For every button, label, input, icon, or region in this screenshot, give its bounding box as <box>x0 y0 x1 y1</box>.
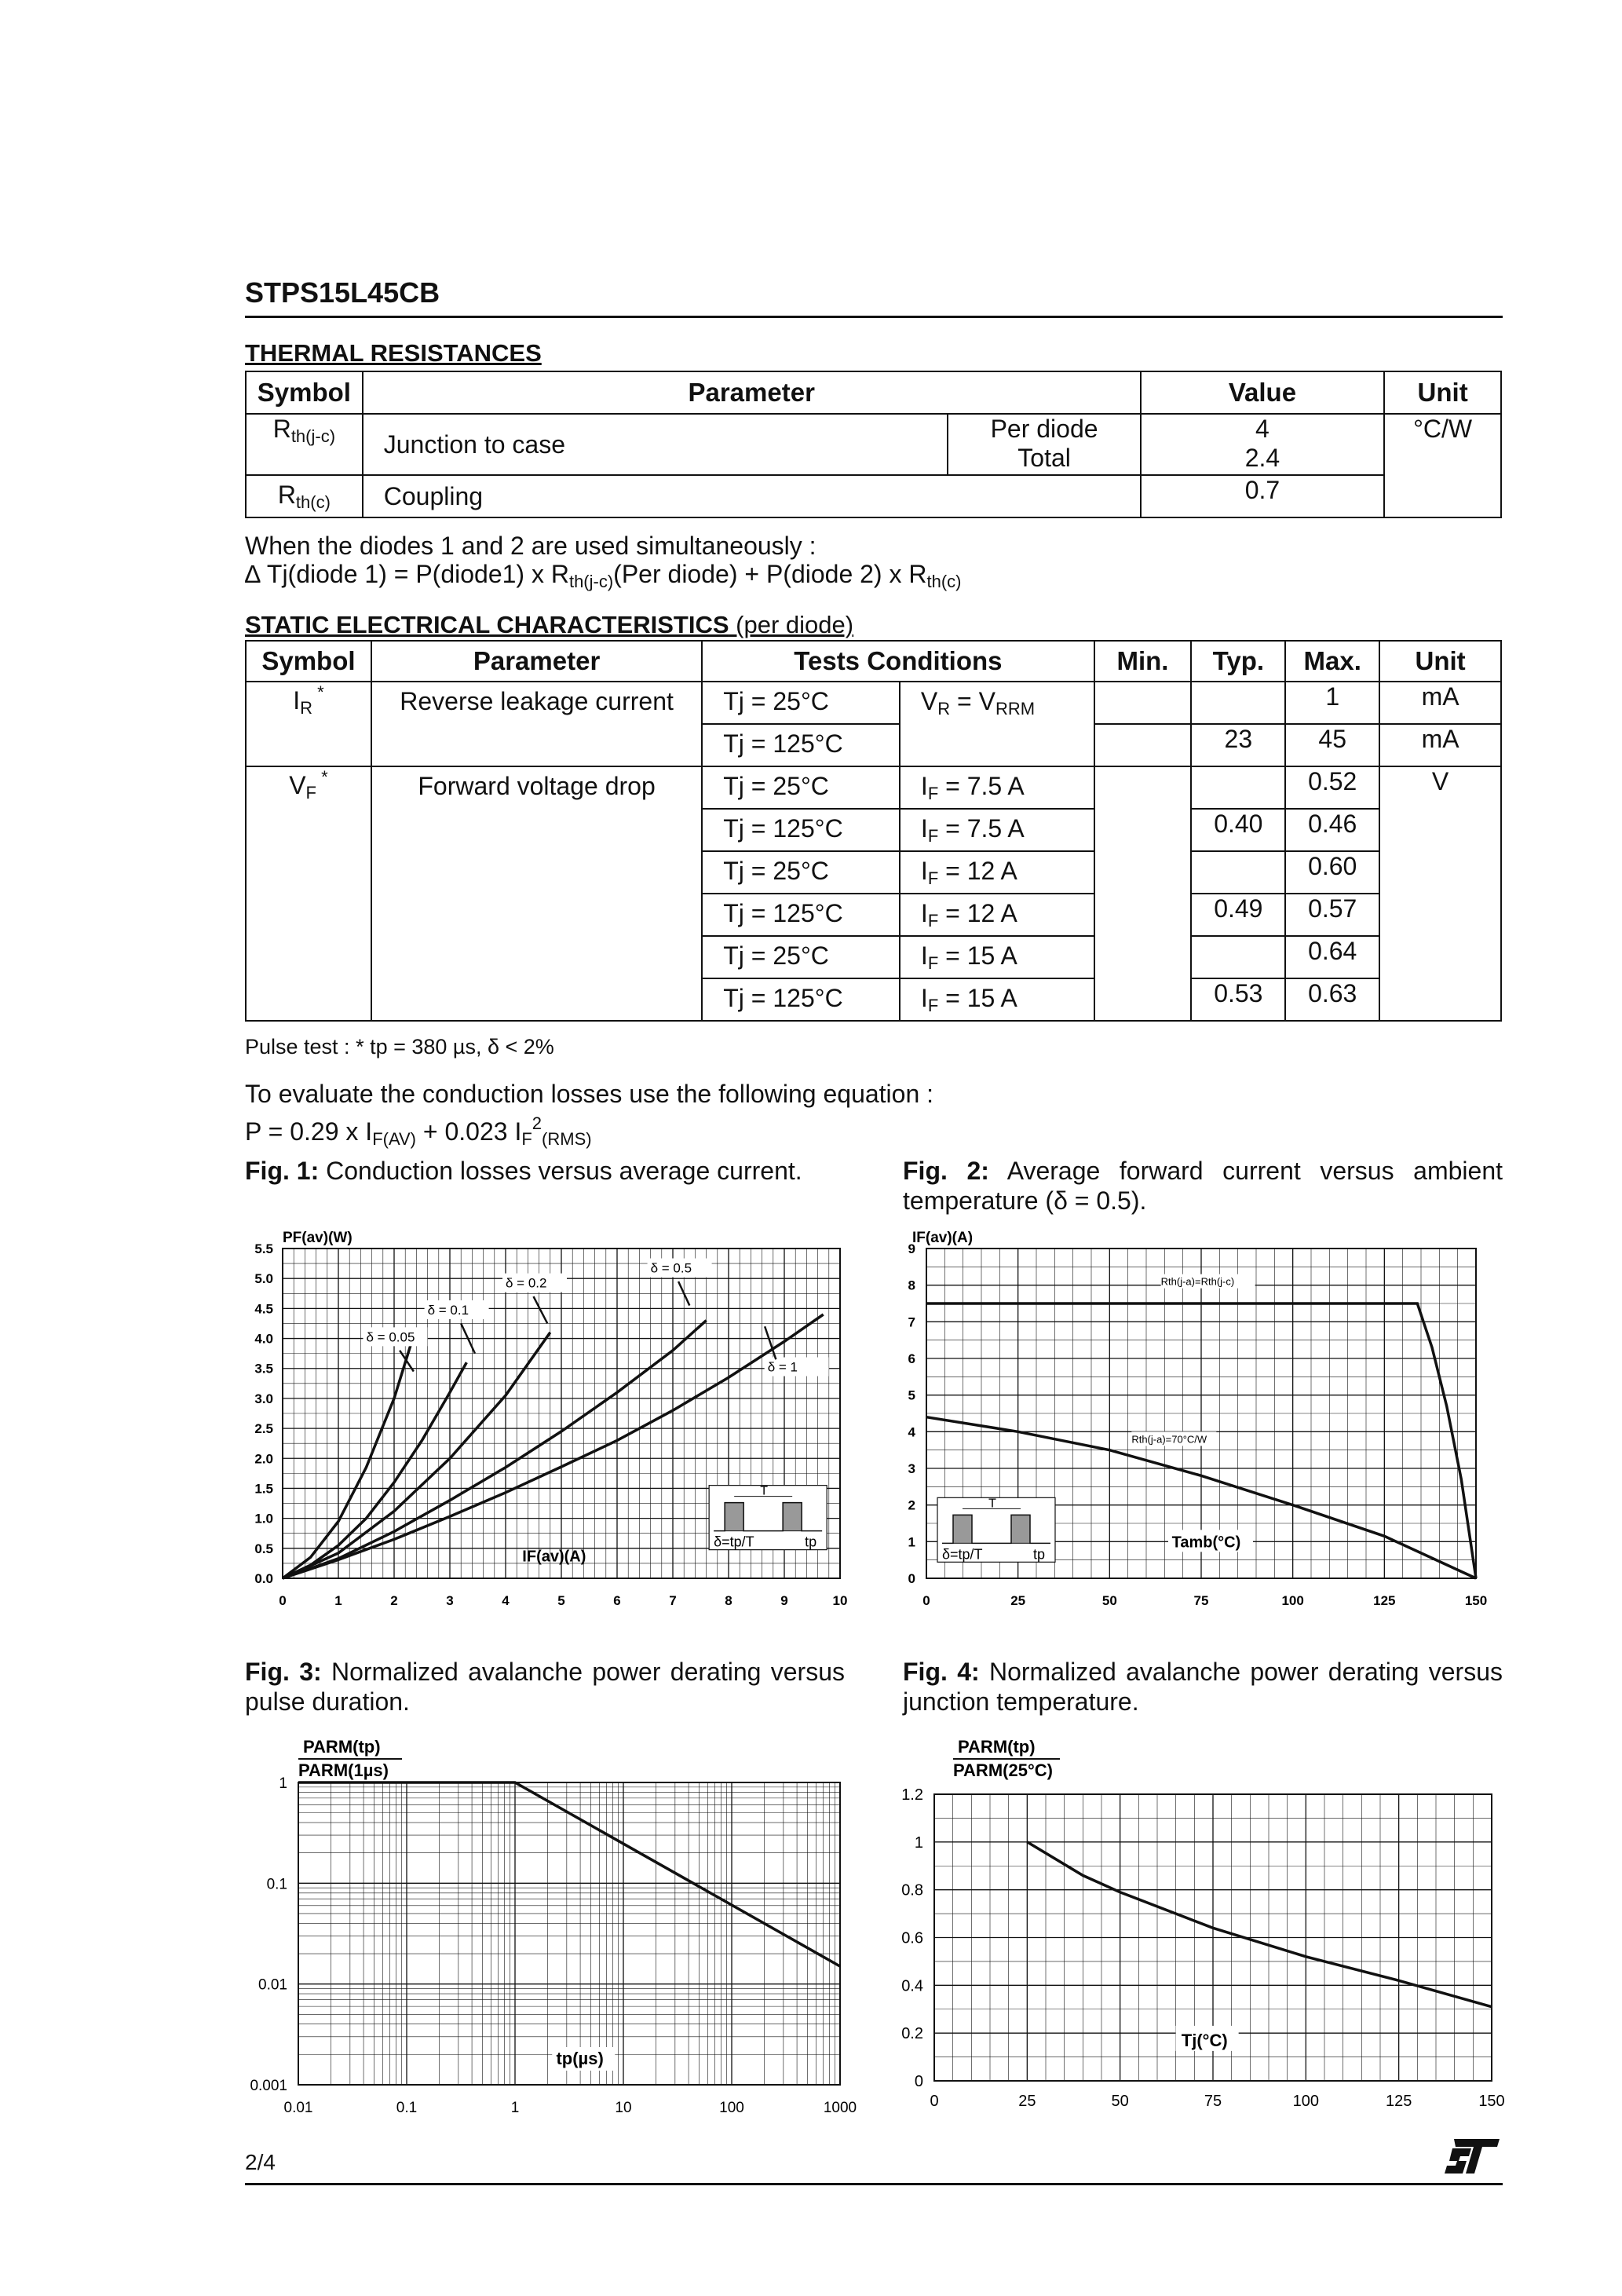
thermal-section-title: THERMAL RESISTANCES <box>245 339 542 367</box>
typ-cell: 0.49 <box>1191 894 1285 936</box>
max-cell: 45 <box>1285 724 1379 766</box>
fig1-caption: Fig. 1: Conduction losses versus average current. <box>245 1157 802 1185</box>
static-table <box>245 640 1502 1022</box>
y-tick-label: 0.1 <box>266 1876 287 1893</box>
series-label: δ = 0.1 <box>427 1303 469 1318</box>
table-row <box>246 475 1501 517</box>
x-tick-label: 25 <box>1018 2093 1036 2110</box>
fig2-caption: Fig. 2: Average forward current versus ambient temperature (δ = 0.5). <box>903 1157 1503 1215</box>
y-axis-label-numerator: PARM(tp) <box>303 1737 381 1757</box>
st-logo-icon <box>1443 2137 1501 2175</box>
tj-cell: Tj = 25°C <box>702 682 900 724</box>
y-tick-label: 0.2 <box>901 2025 923 2043</box>
x-tick-label: 3 <box>446 1593 454 1608</box>
x-tick-label: 50 <box>1111 2093 1129 2110</box>
condition-cell: Per diode Total <box>948 414 1140 475</box>
tj-cell: Tj = 125°C <box>702 724 900 766</box>
fig3-chart <box>236 1735 864 2144</box>
parameter-cell: Reverse leakage current <box>371 682 702 766</box>
max-cell: 1 <box>1285 682 1379 724</box>
thermal-note-line1: When the diodes 1 and 2 are used simultaneously : <box>245 532 816 560</box>
pulse-mark <box>953 1515 972 1543</box>
plot-frame <box>298 1782 840 2085</box>
y-tick-label: 8 <box>908 1278 915 1293</box>
series-label: δ = 0.5 <box>650 1260 692 1276</box>
header-rule <box>245 316 1503 318</box>
x-tick-label: 10 <box>832 1593 848 1608</box>
y-tick-label: 4.5 <box>254 1301 273 1317</box>
y-tick-label: 6 <box>908 1351 915 1366</box>
y-tick-label: 0.0 <box>254 1571 273 1586</box>
vr-cell: $V_R = V_{RRM}$ <box>900 682 1094 766</box>
unit-cell: mA <box>1379 682 1501 724</box>
x-tick-label: 100 <box>719 2100 744 2116</box>
x-tick-label: 150 <box>1464 1593 1488 1608</box>
thermal-note-line2: ∆ Tj(diode 1) = P(diode1) x $R_{th(j-c)}(Per$ diode) + P(diode 2) x $R_{th(c)}$ <box>245 560 962 591</box>
max-cell: 0.60 <box>1285 851 1379 894</box>
y-tick-label: 0.5 <box>254 1541 273 1556</box>
x-tick-label: 7 <box>669 1593 677 1608</box>
label-arrow <box>534 1296 548 1323</box>
parameter-cell: Coupling <box>363 475 1141 517</box>
typ-cell: 0.53 <box>1191 978 1285 1021</box>
y-tick-label: 3.5 <box>254 1361 273 1377</box>
x-tick-label: 0.01 <box>283 2100 313 2116</box>
max-cell: 0.63 <box>1285 978 1379 1021</box>
y-tick-label: 0.001 <box>250 2078 287 2094</box>
symbol-cell: $R_{th(c)}$ <box>246 475 363 517</box>
pulse-mark <box>783 1503 802 1531</box>
x-tick-label: 50 <box>1101 1593 1117 1608</box>
tj-cell: Tj = 125°C <box>702 809 900 851</box>
table-row <box>246 766 1501 809</box>
value-cell: 0.7 <box>1141 475 1385 517</box>
tj-cell: Tj = 25°C <box>702 936 900 978</box>
fig4-chart <box>887 1735 1515 2144</box>
y-tick-label: 1 <box>914 1834 923 1852</box>
th-test-conditions: Tests Conditions <box>702 641 1094 682</box>
th-min: Min. <box>1094 641 1192 682</box>
if-cell: $I_F = 12$ A <box>900 894 1094 936</box>
series-label: δ = 0.05 <box>366 1329 415 1345</box>
symbol-cell: $R_{th(j-c)}$ <box>246 414 363 475</box>
y-tick-label: 9 <box>908 1241 915 1256</box>
y-tick-label: 0 <box>908 1571 915 1586</box>
unit-cell: mA <box>1379 724 1501 766</box>
x-tick-label: 25 <box>1010 1593 1026 1608</box>
th-symbol: Symbol <box>246 371 363 414</box>
x-tick-label: 125 <box>1373 1593 1396 1608</box>
if-cell: $I_F = 15$ A <box>900 936 1094 978</box>
x-tick-label: 75 <box>1193 1593 1209 1608</box>
series-label: δ = 0.2 <box>506 1275 547 1291</box>
y-tick-label: 7 <box>908 1314 915 1330</box>
y-tick-label: 0 <box>914 2073 923 2090</box>
pulse-test-note: Pulse test : * tp = 380 µs, δ < 2% <box>245 1035 554 1058</box>
y-axis-label: PF(av)(W) <box>283 1230 353 1246</box>
series-line <box>283 1344 411 1578</box>
y-tick-label: 3.0 <box>254 1391 273 1406</box>
symbol-cell: $V_F$ * <box>246 766 371 1021</box>
y-tick-label: 2.5 <box>254 1421 273 1437</box>
fig4-caption: Fig. 4: Normalized avalanche power derating versus junction temperature. <box>903 1658 1503 1716</box>
x-tick-label: 125 <box>1385 2093 1412 2110</box>
if-cell: $I_F = 12$ A <box>900 851 1094 894</box>
th-unit: Unit <box>1379 641 1501 682</box>
x-tick-label: 2 <box>390 1593 398 1608</box>
y-tick-label: 1 <box>279 1775 287 1792</box>
max-cell: 0.64 <box>1285 936 1379 978</box>
pulse-mark <box>1011 1515 1030 1543</box>
x-tick-label: 6 <box>613 1593 621 1608</box>
y-tick-label: 5 <box>908 1387 915 1403</box>
th-unit: Unit <box>1384 371 1501 414</box>
max-cell: 0.46 <box>1285 809 1379 851</box>
typ-cell: 0.40 <box>1191 809 1285 851</box>
x-axis-label: tp(µs) <box>556 2049 604 2068</box>
series-label: δ = 1 <box>767 1359 798 1375</box>
th-value: Value <box>1141 371 1385 414</box>
th-symbol: Symbol <box>246 641 371 682</box>
equation-intro: To evaluate the conduction losses use the following equation : <box>245 1080 934 1108</box>
y-tick-label: 4 <box>908 1424 915 1440</box>
fig2-chart <box>887 1225 1515 1633</box>
y-tick-label: 0.8 <box>901 1881 923 1899</box>
document-title: STPS15L45CB <box>245 276 440 309</box>
y-axis-label-denominator: PARM(1µs) <box>298 1760 389 1780</box>
fig3-caption: Fig. 3: Normalized avalanche power derating versus pulse duration. <box>245 1658 846 1716</box>
inset-tp-label: tp <box>1033 1546 1046 1563</box>
x-tick-label: 9 <box>780 1593 788 1608</box>
series-line <box>1027 1842 1492 2007</box>
series-line <box>298 1782 840 1966</box>
x-tick-label: 100 <box>1281 1593 1304 1608</box>
x-tick-label: 0 <box>922 1593 930 1608</box>
tj-cell: Tj = 125°C <box>702 978 900 1021</box>
value-cell: 4 2.4 <box>1141 414 1385 475</box>
typ-cell: 23 <box>1191 724 1285 766</box>
if-cell: $I_F = 15$ A <box>900 978 1094 1021</box>
table-row <box>246 414 1501 475</box>
x-tick-label: 150 <box>1478 2093 1505 2110</box>
y-axis-label-numerator: PARM(tp) <box>958 1737 1036 1757</box>
y-tick-label: 1 <box>908 1534 915 1550</box>
page-number: 2/4 <box>245 2150 276 2174</box>
if-cell: $I_F = 7.5$ A <box>900 766 1094 809</box>
y-tick-label: 0.6 <box>901 1929 923 1947</box>
th-parameter: Parameter <box>363 371 1141 414</box>
min-cell <box>1094 682 1192 724</box>
unit-cell: V <box>1379 766 1501 1021</box>
equation: P = 0.29 x $I_{F(AV)} + 0.023$ $I_F^2_{(RMS)}$ <box>245 1113 592 1149</box>
y-tick-label: 5.5 <box>254 1241 273 1256</box>
inset-formula: δ=tp/T <box>714 1534 754 1550</box>
unit-cell: °C/W <box>1384 414 1501 517</box>
inset-period-label: T <box>760 1484 769 1498</box>
inset-period-label: T <box>988 1497 996 1511</box>
tj-cell: Tj = 25°C <box>702 851 900 894</box>
parameter-cell: Forward voltage drop <box>371 766 702 1021</box>
y-tick-label: 2.0 <box>254 1451 273 1467</box>
x-tick-label: 1 <box>334 1593 342 1608</box>
min-cell <box>1094 766 1192 1021</box>
tj-cell: Tj = 125°C <box>702 894 900 936</box>
y-tick-label: 0.01 <box>258 1976 287 1994</box>
static-section-title: STATIC ELECTRICAL CHARACTERISTICS (per diode) <box>245 611 854 638</box>
y-axis-label-denominator: PARM(25°C) <box>953 1760 1053 1780</box>
fig1-chart <box>236 1225 864 1633</box>
x-tick-label: 4 <box>502 1593 510 1608</box>
y-tick-label: 3 <box>908 1461 915 1476</box>
series-label: Rth(j-a)=Rth(j-c) <box>1160 1275 1235 1288</box>
tj-cell: Tj = 25°C <box>702 766 900 809</box>
typ-cell <box>1191 766 1285 809</box>
y-axis-label: IF(av)(A) <box>912 1230 974 1246</box>
max-cell: 0.52 <box>1285 766 1379 809</box>
th-typ: Typ. <box>1191 641 1285 682</box>
y-tick-label: 0.4 <box>901 1977 923 1995</box>
x-axis-label: Tamb(°C) <box>1171 1534 1241 1552</box>
x-tick-label: 1 <box>510 2100 520 2116</box>
y-tick-label: 5.0 <box>254 1271 273 1287</box>
max-cell: 0.57 <box>1285 894 1379 936</box>
y-tick-label: 4.0 <box>254 1331 273 1347</box>
x-axis-label: IF(av)(A) <box>522 1548 586 1566</box>
table-row <box>246 682 1501 724</box>
y-tick-label: 1.5 <box>254 1481 273 1497</box>
th-parameter: Parameter <box>371 641 702 682</box>
series-label: Rth(j-a)=70°C/W <box>1131 1433 1207 1446</box>
footer-rule <box>245 2183 1503 2185</box>
y-tick-label: 2 <box>908 1497 915 1513</box>
x-tick-label: 100 <box>1292 2093 1320 2110</box>
symbol-cell: $I_R$ * <box>246 682 371 766</box>
x-tick-label: 0 <box>930 2093 939 2110</box>
y-tick-label: 1.0 <box>254 1511 273 1526</box>
min-cell <box>1094 724 1192 766</box>
x-tick-label: 8 <box>725 1593 732 1608</box>
x-tick-label: 1000 <box>823 2100 857 2116</box>
pulse-mark <box>725 1503 743 1531</box>
y-tick-label: 1.2 <box>901 1786 923 1804</box>
typ-cell <box>1191 936 1285 978</box>
x-tick-label: 75 <box>1204 2093 1222 2110</box>
x-tick-label: 0.1 <box>396 2100 418 2116</box>
x-tick-label: 10 <box>615 2100 632 2116</box>
typ-cell <box>1191 682 1285 724</box>
typ-cell <box>1191 851 1285 894</box>
thermal-table <box>245 371 1502 518</box>
parameter-cell: Junction to case <box>363 414 948 475</box>
x-tick-label: 0 <box>279 1593 287 1608</box>
x-tick-label: 5 <box>557 1593 565 1608</box>
inset-tp-label: tp <box>805 1534 817 1550</box>
inset-formula: δ=tp/T <box>942 1546 983 1563</box>
th-max: Max. <box>1285 641 1379 682</box>
if-cell: $I_F = 7.5$ A <box>900 809 1094 851</box>
x-axis-label: Tj(°C) <box>1181 2030 1228 2050</box>
